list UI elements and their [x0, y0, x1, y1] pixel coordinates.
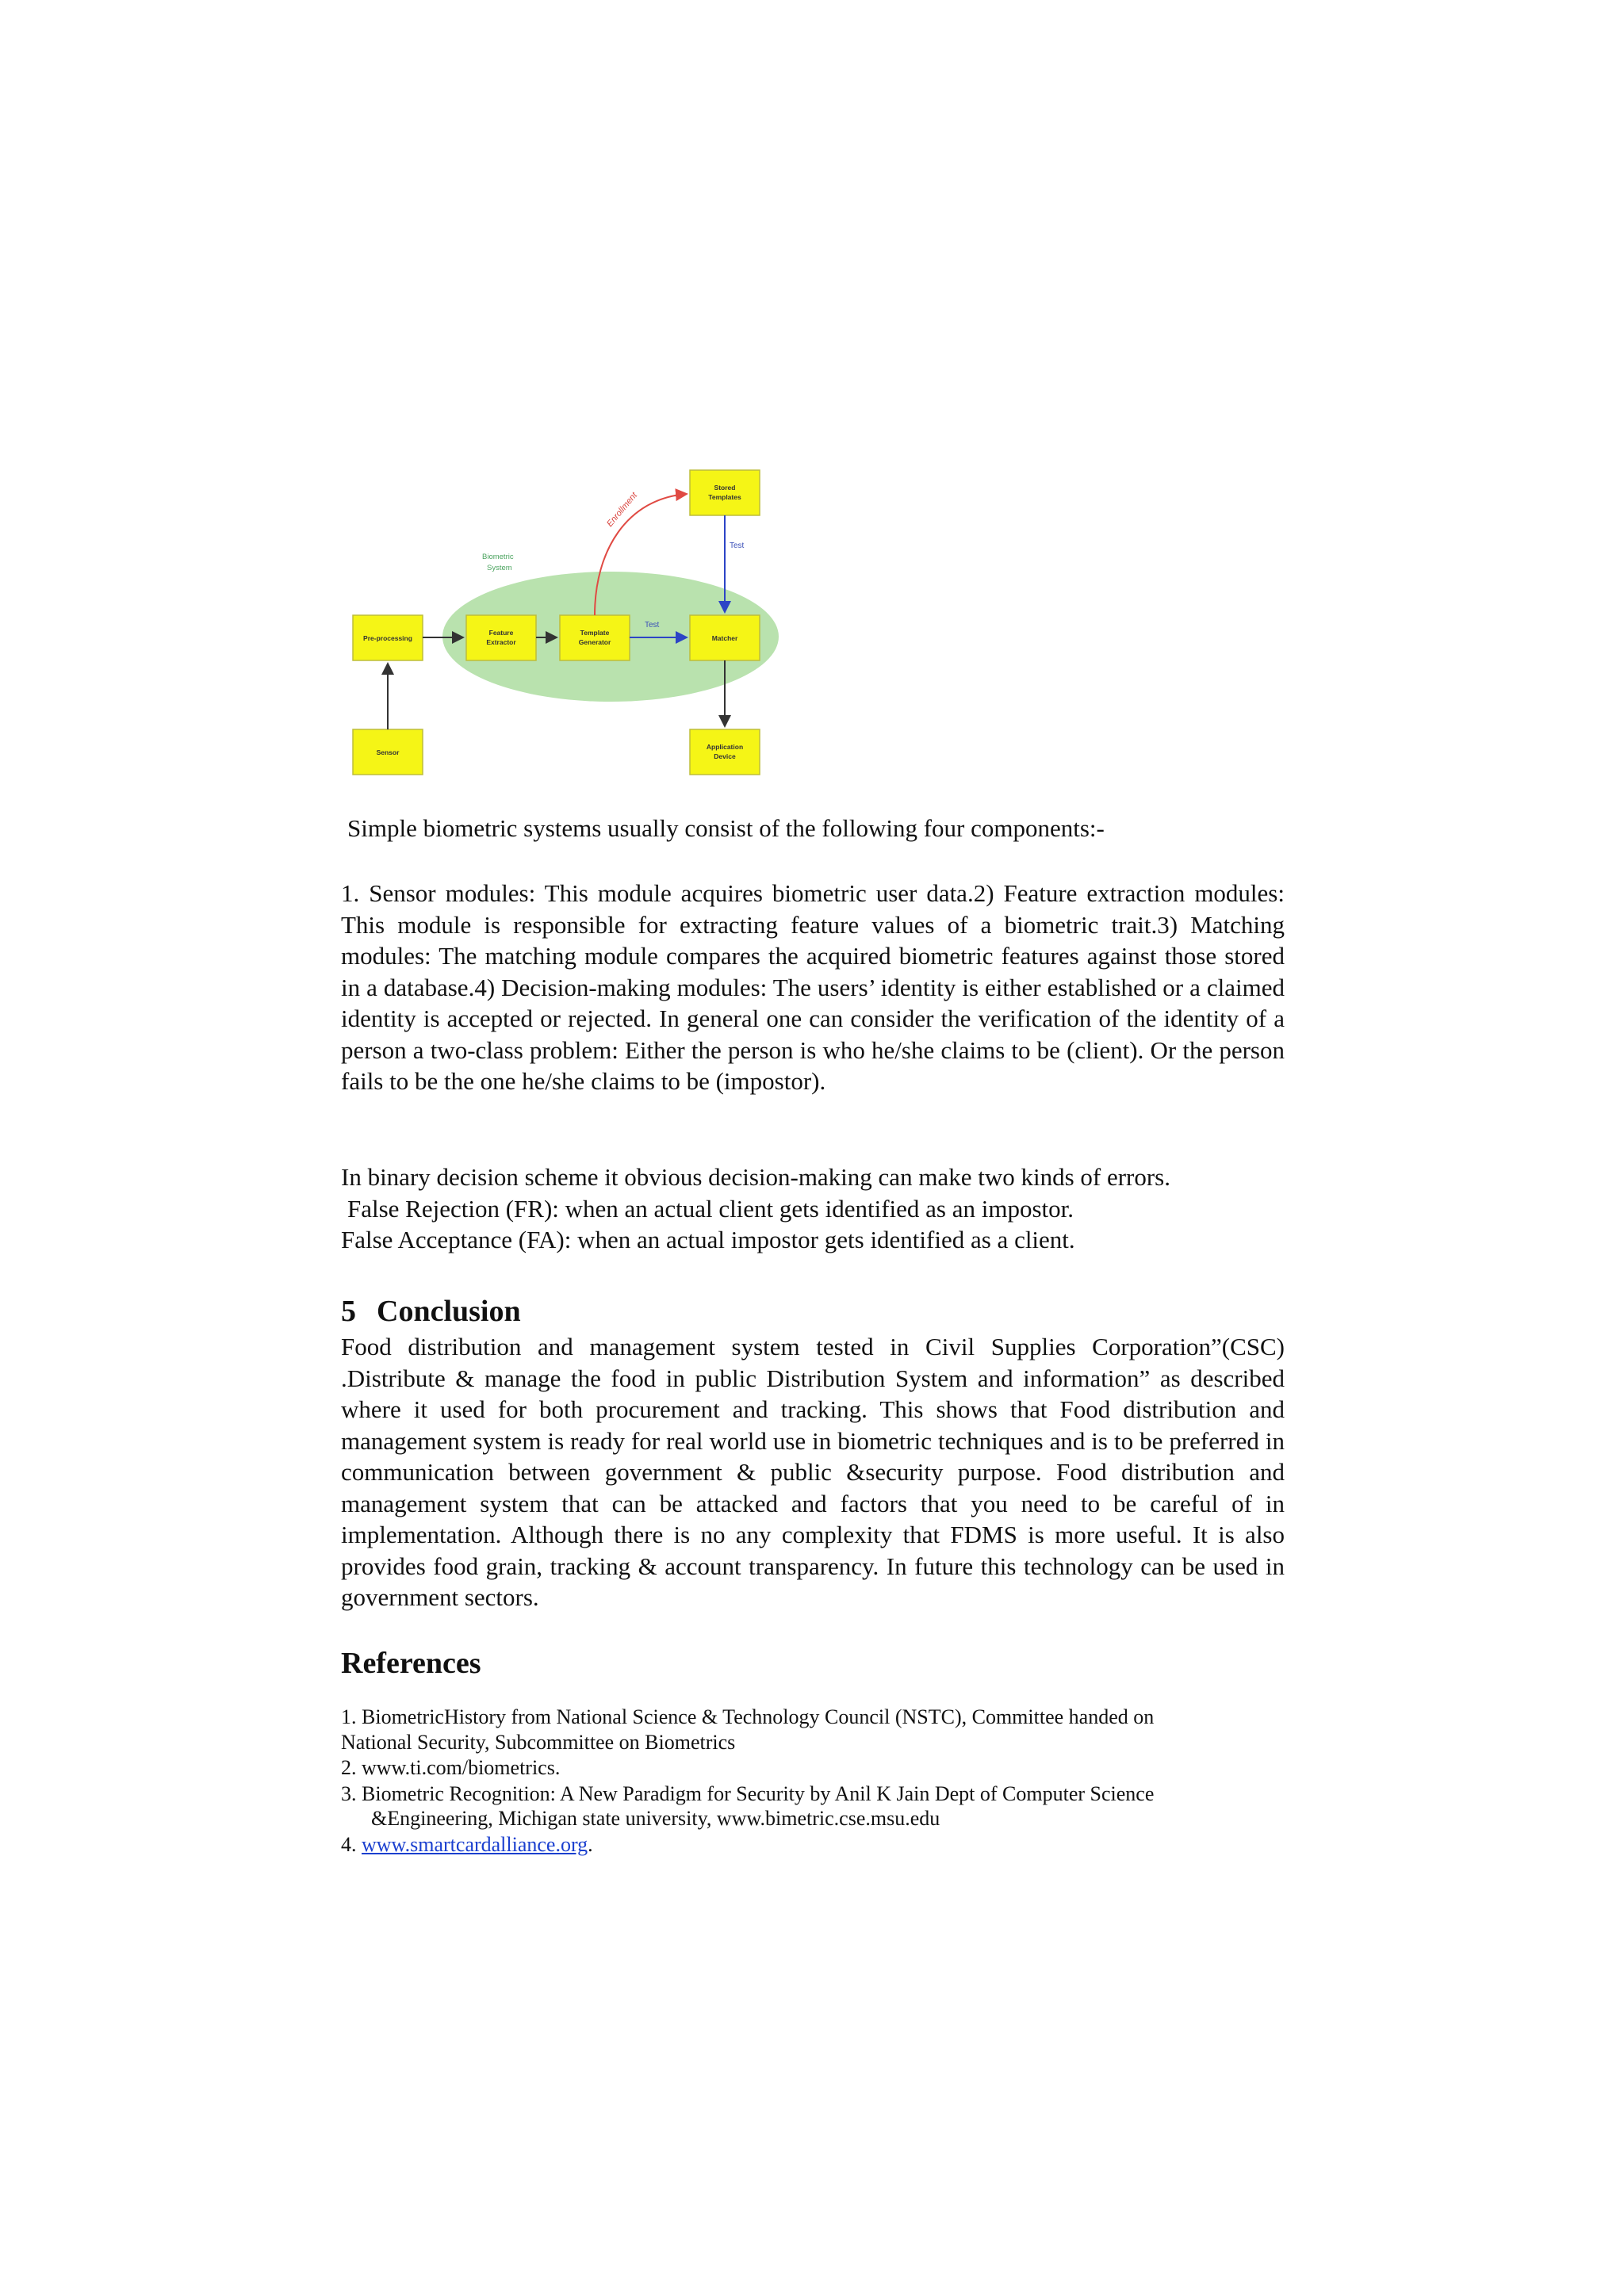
conclusion-title: Conclusion — [377, 1295, 521, 1328]
feature-extractor-label-1: Feature — [488, 629, 514, 637]
application-device-label-1: Application — [706, 743, 744, 751]
stored-templates-label-2: Templates — [708, 493, 741, 501]
reference-4-suffix: . — [588, 1832, 593, 1856]
reference-item — [341, 1781, 1285, 1831]
sensor-label: Sensor — [376, 748, 400, 756]
template-generator-label-2: Generator — [578, 638, 611, 646]
enrollment-label: Enrollment — [605, 490, 640, 529]
reference-4-link[interactable]: www.smartcardalliance.org — [362, 1832, 588, 1856]
test-label-vertical: Test — [730, 541, 745, 550]
feature-extractor-box — [466, 615, 536, 660]
references-list — [341, 1705, 1285, 1858]
references-heading: References — [341, 1647, 481, 1680]
application-device-box — [690, 729, 760, 775]
intro-text: Simple biometric systems usually consist of the following four components:- — [347, 814, 1105, 842]
components-paragraph: 1. Sensor modules: This module acquires biometric user data.2) Feature extraction modules: This module is responsible for extracting feature values of a biometric trait.3) Matching modules: The matching module compares the acquired biometric features against those stored in a database.4) Decision-making modules: The users’ identity is either established or a claimed identity is accepted or rejected. In general one can consider the verification of the identity of a person a two-class problem: Either the person is who he/she claims to be (client). Or the person fails to be the one he/she claims to be (impostor). — [341, 879, 1285, 1095]
conclusion-number: 5 — [341, 1295, 356, 1328]
preprocessing-label: Pre-processing — [363, 634, 412, 642]
conclusion-heading — [341, 1294, 521, 1329]
feature-extractor-label-2: Extractor — [486, 638, 516, 646]
errors-intro: In binary decision scheme it obvious decision-making can make two kinds of errors. — [341, 1163, 1170, 1191]
template-generator-label-1: Template — [580, 629, 610, 637]
reference-item — [341, 1832, 1285, 1858]
reference-4-prefix: 4. — [341, 1832, 362, 1856]
reference-1-line2: National Security, Subcommittee on Biometrics — [341, 1730, 736, 1754]
reference-2-line1: 2. www.ti.com/biometrics. — [341, 1756, 561, 1779]
preprocessing-box — [353, 615, 423, 660]
reference-item — [341, 1705, 1285, 1755]
false-acceptance-text: False Acceptance (FA): when an actual impostor gets identified as a client. — [341, 1226, 1075, 1253]
test-label-horizontal: Test — [645, 621, 660, 629]
matcher-box — [690, 615, 760, 660]
matcher-label: Matcher — [711, 634, 738, 642]
reference-item — [341, 1755, 1285, 1781]
system-label-line2: System — [487, 564, 512, 572]
sensor-box — [353, 729, 423, 775]
template-generator-box — [560, 615, 630, 660]
application-device-label-2: Device — [714, 752, 736, 760]
false-rejection-text: False Rejection (FR): when an actual client gets identified as an impostor. — [347, 1194, 1074, 1223]
stored-templates-label-1: Stored — [714, 484, 736, 492]
stored-templates-box — [690, 470, 760, 515]
system-label-line1: Biometric — [482, 553, 514, 561]
errors-block — [341, 1161, 1285, 1256]
conclusion-body: Food distribution and management system tested in Civil Supplies Corporation”(CSC) .Distribute & manage the food in public Distribution System and information” as described where it used for both procurement and tracking. This shows that Food distribution and management system is ready for real world use in biometric techniques and is to be preferred in communication between government & public &security purpose. Food distribution and management system that can be attacked and factors that you need to be careful of in implementation. Although there is no any complexity that FDMS is more useful. It is also provides food grain, tracking & account transparency. In future this technology can be used in government sectors. — [341, 1333, 1285, 1611]
biometric-system-diagram — [341, 464, 785, 789]
reference-3-line1: 3. Biometric Recognition: A New Paradigm for Security by Anil K Jain Dept of Computer Science — [341, 1781, 1155, 1805]
reference-1-line1: 1. BiometricHistory from National Science & Technology Council (NSTC), Committee handed on — [341, 1705, 1155, 1728]
reference-3-line2: &Engineering, Michigan state university, www.bimetric.cse.msu.edu — [371, 1807, 940, 1830]
